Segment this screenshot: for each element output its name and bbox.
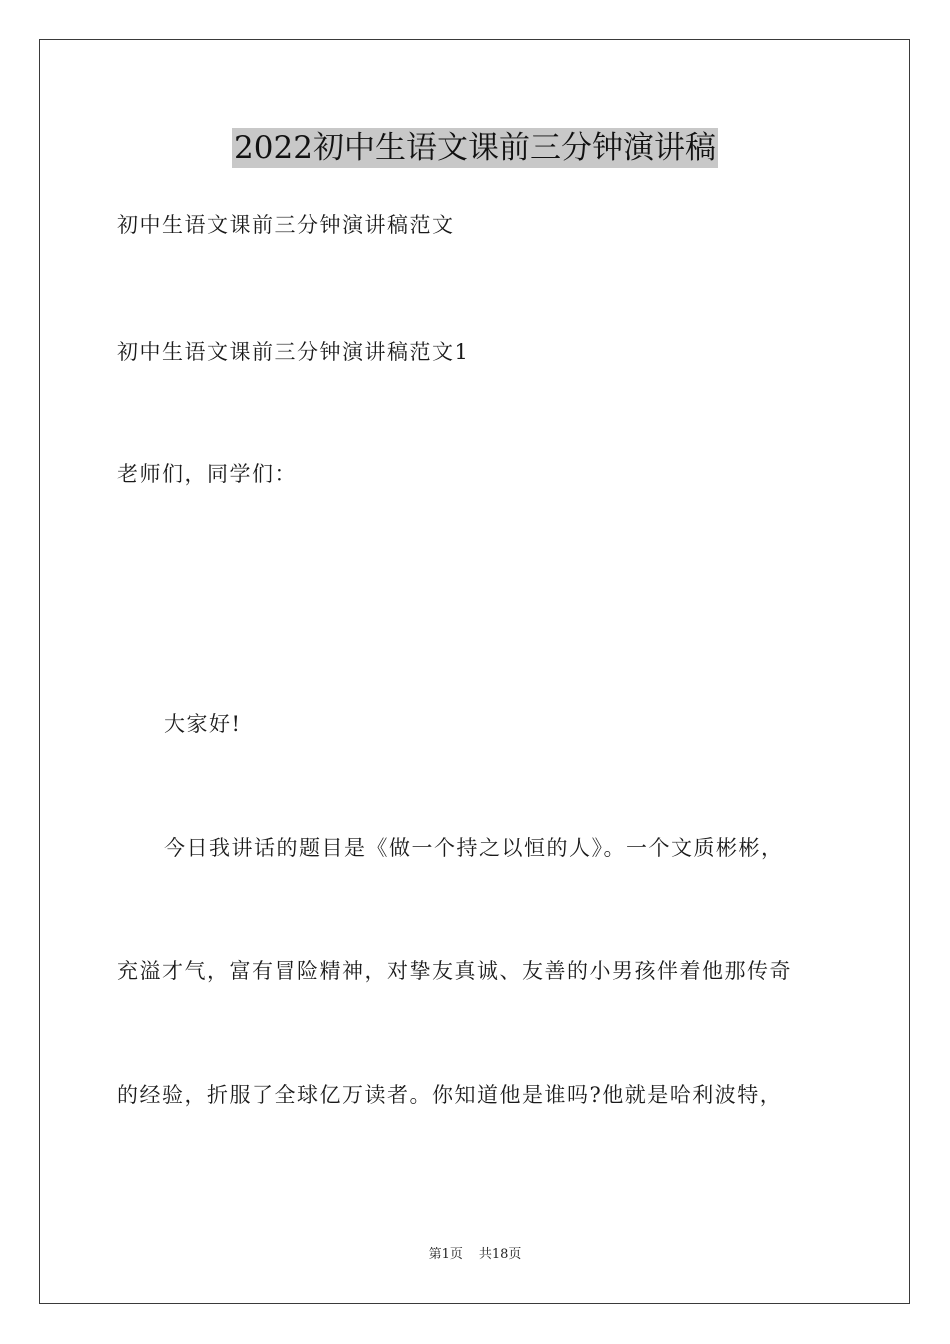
paragraph-line: 充溢才气，富有冒险精神，对挚友真诚、友善的小男孩伴着他那传奇 <box>117 959 792 983</box>
paragraph-line: 的经验，折服了全球亿万读者。你知道他是谁吗?他就是哈利波特， <box>117 1083 783 1107</box>
page-footer <box>0 1246 950 1264</box>
document-title: 2022初中生语文课前三分钟演讲稿 <box>234 130 716 166</box>
paragraph-line: 今日我讲话的题目是《做一个持之以恒的人》。一个文质彬彬， <box>164 836 784 860</box>
page-total: 共18页 <box>478 1247 522 1262</box>
title-container <box>0 128 950 168</box>
subtitle-line: 初中生语文课前三分钟演讲稿范文 <box>117 213 455 237</box>
page-number: 第1页 <box>428 1247 463 1262</box>
greeting-line: 大家好! <box>164 712 242 736</box>
section-heading: 初中生语文课前三分钟演讲稿范文1 <box>117 340 470 364</box>
salutation-line: 老师们，同学们： <box>117 462 297 486</box>
